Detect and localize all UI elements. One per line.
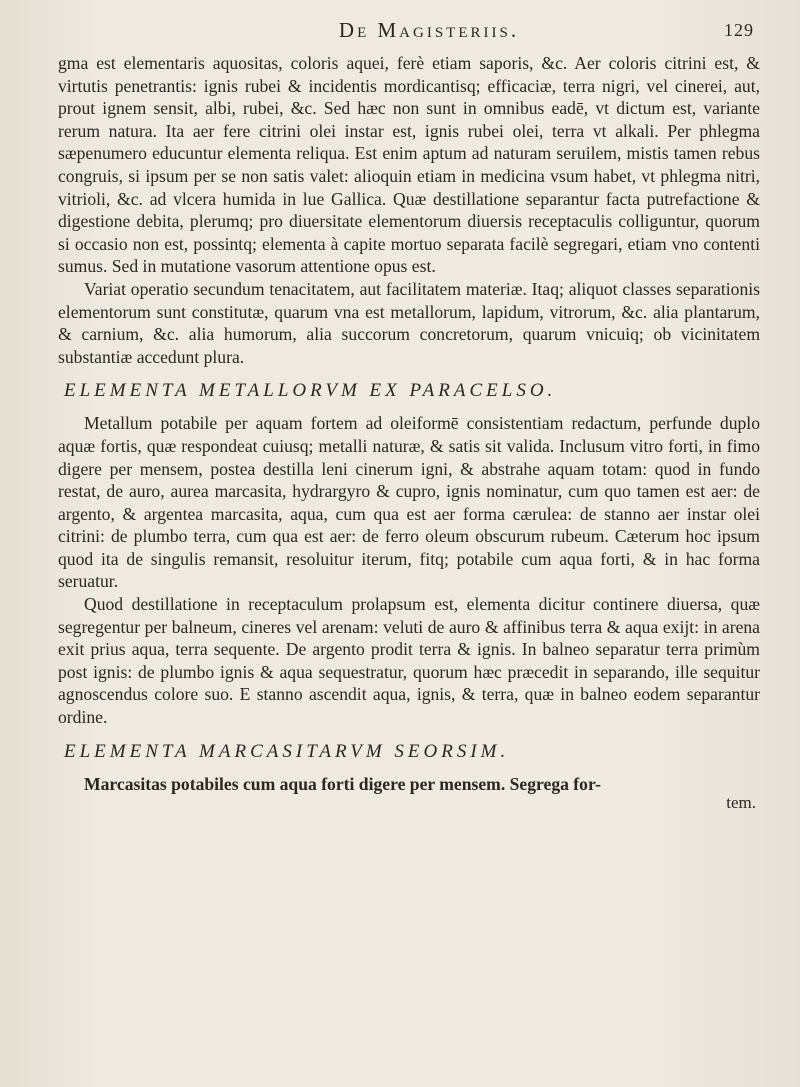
- body-text: [58, 52, 760, 813]
- paragraph: Variat operatio secundum tenacitatem, aut facilitatem materiæ. Itaq; aliquot classes separationis elementorum sunt constitutæ, quarum vna est metallorum, lapidum, vitrorum, &c. alia plantarum, & carnium, &c. alia humorum, alia succorum concretorum, quarum vnicuiq; ob vicinitatem substantiæ accedunt plura.: [58, 278, 760, 367]
- paragraph: Metallum potabile per aquam fortem ad oleiformē consistentiam redactum, perfunde duplo aquæ fortis, quæ respondeat cuiusq; metalli naturæ, & satis sit valida. Inclusum vitro forti, in fimo digere per mensem, postea destilla leni cinerum igni, & abstrahe aquam totam: quod in fundo restat, de auro, aurea marcasita, hydrargyro & cupro, ignis nominatur, cum quo tamen est aer: de argento, & argentea marcasita, aqua, cum qua est aer forma cærulea: de stanno aer instar olei citrini: de plumbo terra, cum qua est aer: de ferro oleum obscurum rubeum. Cæterum hoc ipsum quod ita de singulis remansit, resoluitur iterum, fitq; potabile cum aqua forti, & in hac forma seruatur.: [58, 413, 760, 592]
- page-number: 129: [724, 20, 754, 40]
- paragraph: Quod destillatione in receptaculum prolapsum est, elementa dicitur continere diuersa, quæ segregentur per balneum, cineres vel arenam: veluti de auro & affinibus terra & aqua exijt: in arena exit prius aqua, terra sequente. De argento prodit terra & ignis. In balneo separatur terra primùm post ignis: de plumbo ignis & aqua sequestratur, quorum hæc præcedit in separando, ille sequitur agnoscendus colore suo. E stanno ascendit aqua, ignis, & terra, quæ in balneo eodem separantur ordine.: [58, 594, 760, 728]
- page-header: [58, 18, 760, 52]
- section-heading: ELEMENTA METALLORVM EX PARACELSO.: [64, 380, 557, 402]
- catchword: tem.: [726, 793, 756, 813]
- paragraph: gma est elementaris aquositas, coloris aquei, ferè etiam saporis, &c. Aer coloris citrini est, & virtutis penetrantis: ignis rubei & incidentis mordicantisq; efficaciæ, terra nigri, vel cinerei, aut, prout ignem sensit, albi, rubei, &c. Sed hæc non sunt in omnibus eadē, vt dictum est, variante rerum natura. Ita aer fere citrini olei instar est, ignis rubei olei, terra vt alkali. Per phlegma sæpenumero educuntur elementa reliqua. Est enim aptum ad naturam seruilem, mistis tamen rebus congruis, si ipsum per se non satis valet: alioquin etiam in medicina vsum habet, vt phlegma nitri, vitrioli, &c. ad vlcera humida in lue Gallica. Quæ destillatione separantur facta putrefactione & digestione debita, plerumq; pro diuersitate elementorum diuersis receptaculis colliguntur, quorum si occasio non est, possintq; elementa à capite mortuo separata facilè segregari, etiam vno contenti sumus. Sed in mutatione vasorum attentione opus est.: [58, 53, 760, 277]
- section-heading: ELEMENTA MARCASITARVM SEORSIM.: [64, 740, 510, 762]
- running-head: De Magisteriis.: [338, 18, 520, 42]
- paragraph: Marcasitas potabiles cum aqua forti digere per mensem. Segrega for-: [84, 773, 601, 794]
